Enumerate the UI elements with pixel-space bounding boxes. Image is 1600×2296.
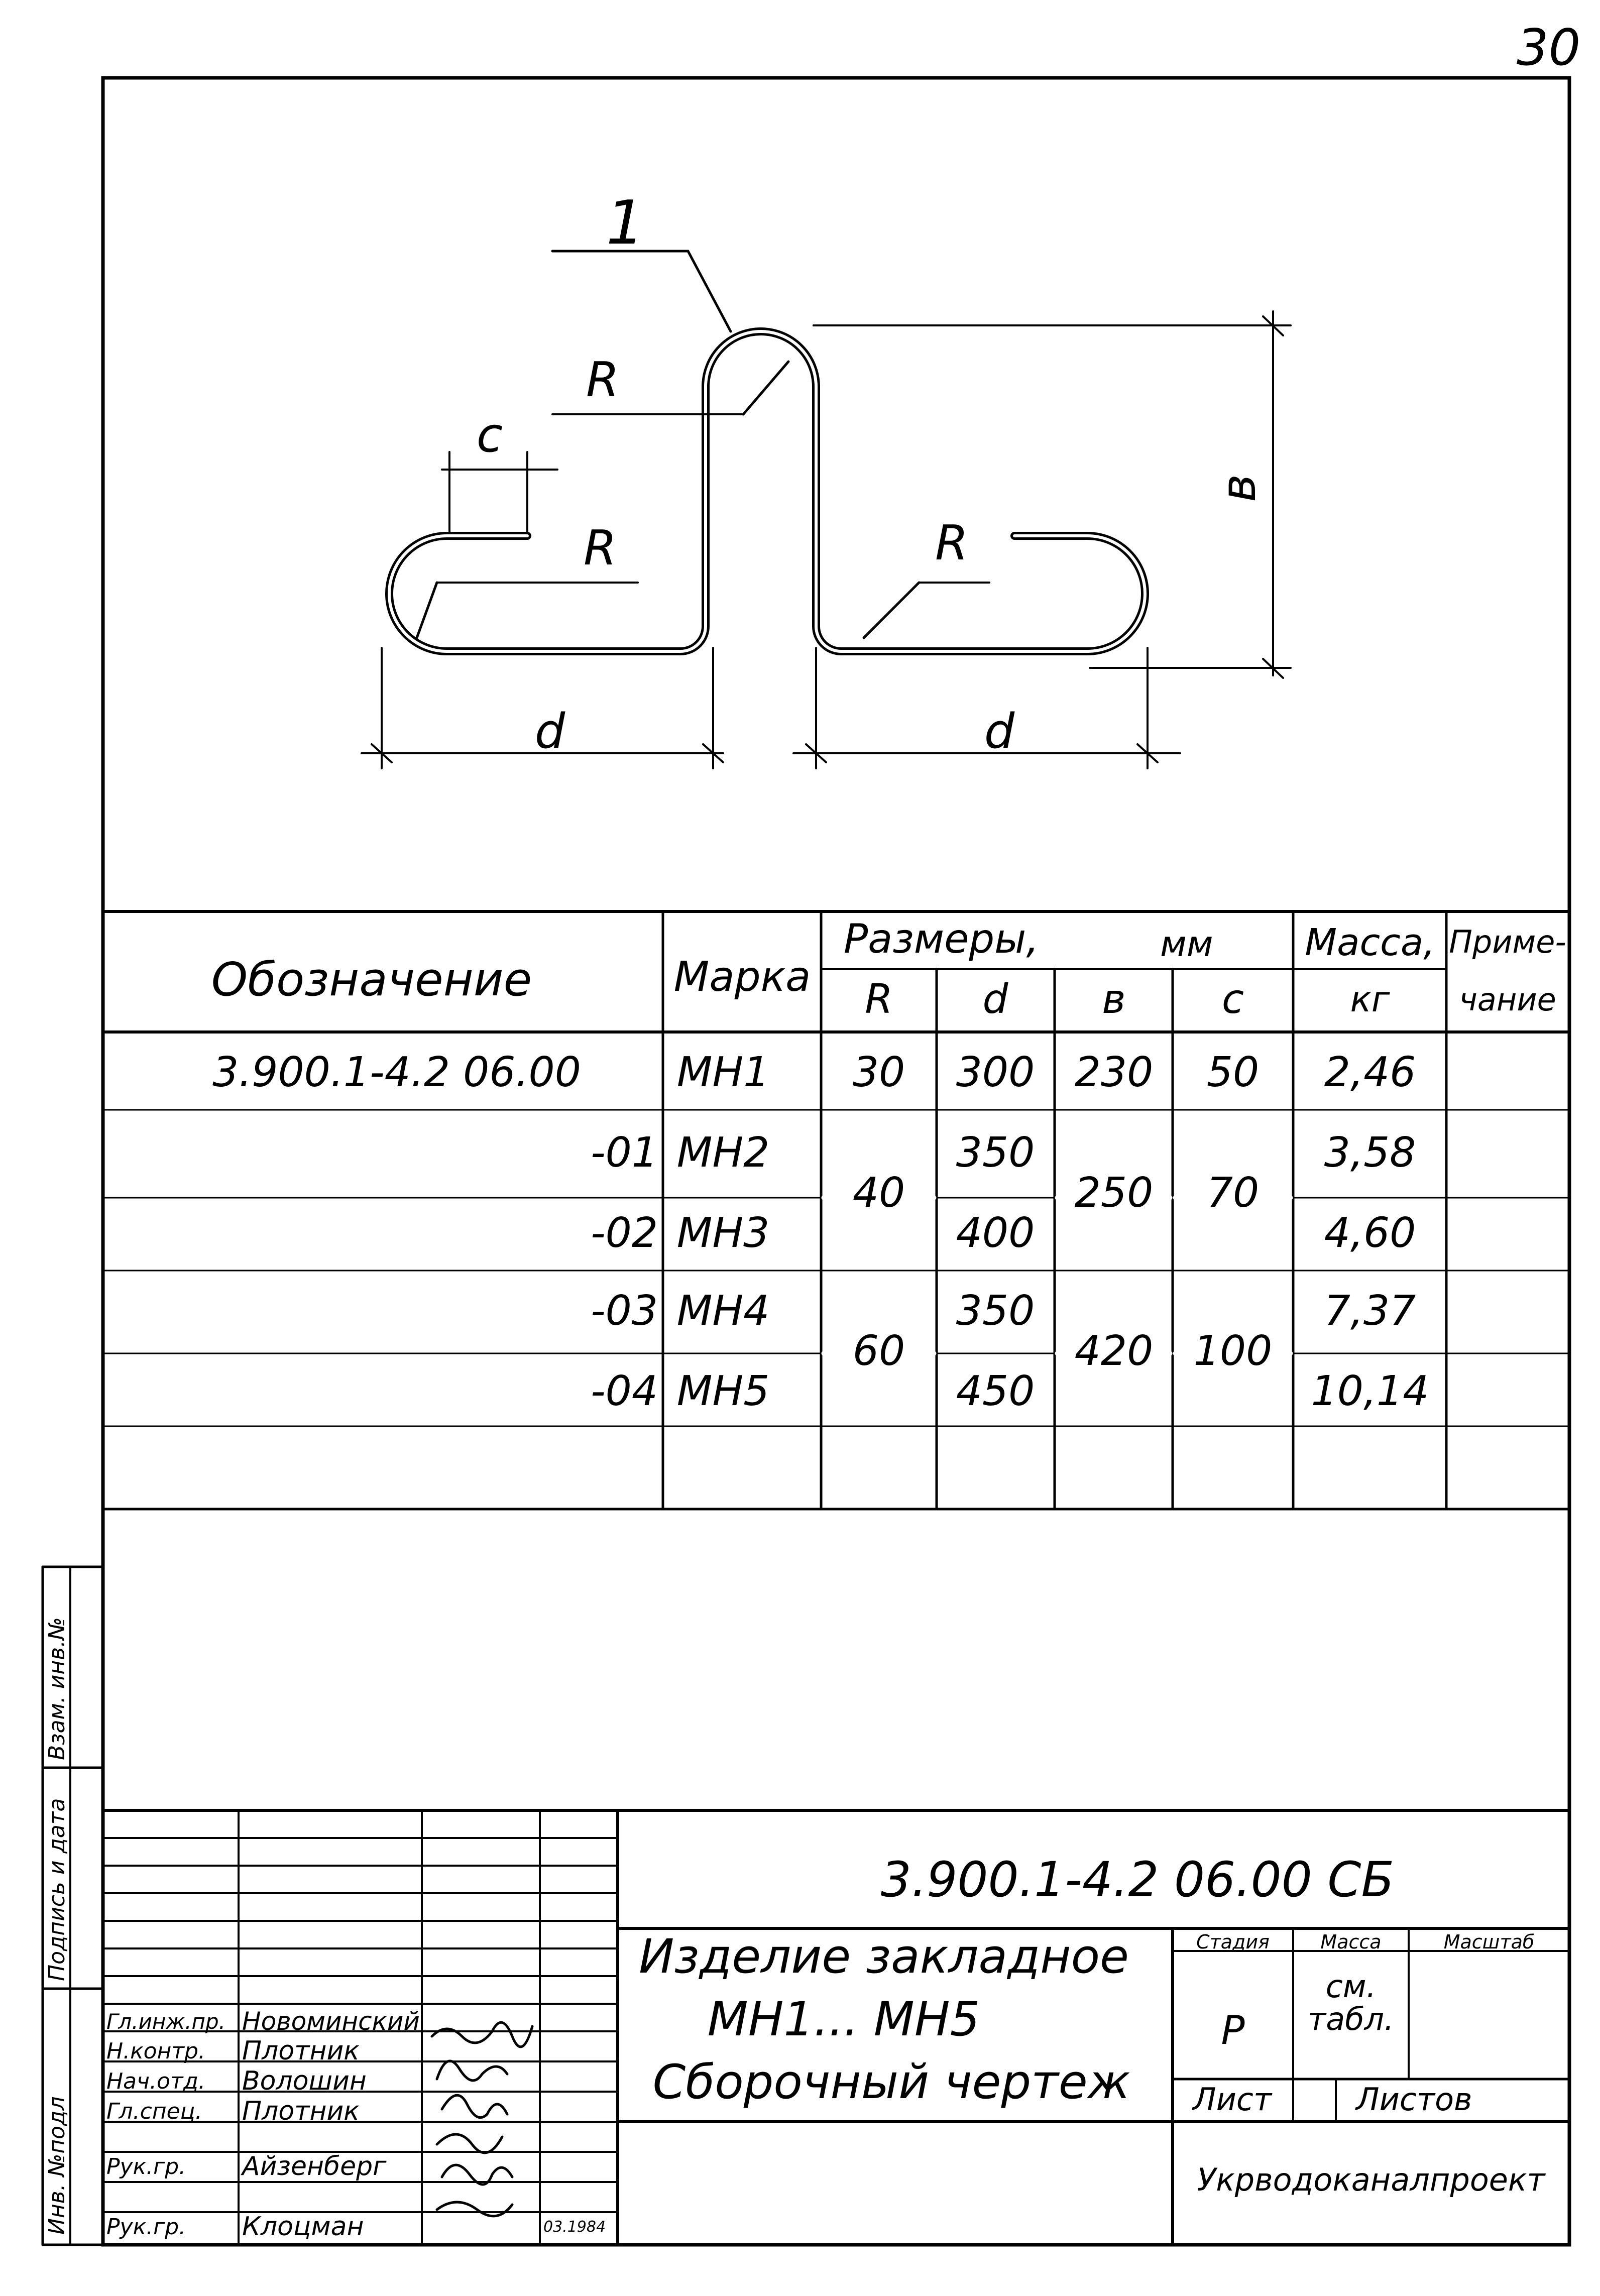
row1-d: 300 bbox=[956, 1049, 1035, 1096]
header-col-R: R bbox=[865, 976, 893, 1022]
signatory-name: Новоминский bbox=[242, 2007, 420, 2036]
signatory-name: Клоцман bbox=[242, 2212, 364, 2242]
radius-label-right: R bbox=[935, 516, 969, 571]
signatory-role: Н.контр. bbox=[106, 2038, 205, 2064]
side-stamp-inv-podl: Инв. №подл bbox=[44, 2096, 70, 2235]
signatory-name: Айзенберг bbox=[242, 2151, 387, 2182]
drawing-code: 3.900.1-4.2 06.00 СБ bbox=[880, 1852, 1395, 1908]
row5-d: 450 bbox=[956, 1367, 1035, 1415]
row1-designation: 3.900.1-4.2 06.00 bbox=[212, 1049, 581, 1096]
signatory-name: Плотник bbox=[242, 2096, 360, 2126]
merged-b-rows-4-5: 420 bbox=[1074, 1327, 1154, 1375]
merged-R-rows-2-3: 40 bbox=[852, 1169, 905, 1217]
stage-label: Стадия bbox=[1196, 1931, 1270, 1953]
row2-designation: -01 bbox=[591, 1129, 658, 1177]
row2-d: 350 bbox=[956, 1129, 1035, 1177]
signatory-name: Плотник bbox=[242, 2036, 360, 2066]
header-note-2: чание bbox=[1459, 981, 1556, 1018]
row4-mark: МН4 bbox=[676, 1287, 770, 1335]
dimension-d-right-label: d bbox=[984, 704, 1015, 759]
row1-mass: 2,46 bbox=[1324, 1049, 1416, 1096]
row4-mass: 7,37 bbox=[1324, 1287, 1416, 1335]
header-col-c: c bbox=[1222, 976, 1244, 1022]
dimension-d-left-label: d bbox=[534, 704, 565, 759]
row2-mark: МН2 bbox=[676, 1129, 770, 1177]
row1-b: 230 bbox=[1074, 1049, 1154, 1096]
radius-label-top: R bbox=[586, 353, 620, 408]
mass-value-2: табл. bbox=[1308, 2001, 1394, 2037]
header-mass-unit: кг bbox=[1350, 979, 1390, 1020]
position-leader bbox=[552, 251, 731, 331]
row5-designation: -04 bbox=[591, 1367, 658, 1415]
scale-label: Масштаб bbox=[1443, 1931, 1535, 1953]
dimension-c-label: c bbox=[476, 408, 503, 463]
row5-mark: МН5 bbox=[676, 1367, 770, 1415]
side-stamp-vzam-inv: Взам. инв.№ bbox=[44, 1617, 70, 1760]
row3-d: 400 bbox=[956, 1209, 1035, 1257]
position-label-text: 1 bbox=[606, 188, 645, 258]
row5-mass: 10,14 bbox=[1311, 1367, 1429, 1415]
row4-designation: -03 bbox=[591, 1287, 658, 1335]
header-dimensions: Размеры, bbox=[844, 915, 1039, 962]
header-col-b: в bbox=[1102, 976, 1126, 1022]
row3-mass: 4,60 bbox=[1324, 1209, 1416, 1257]
title-line-1: Изделие закладное bbox=[639, 1929, 1129, 1984]
signatory-role: Гл.инж.пр. bbox=[106, 2009, 226, 2034]
dimension-b-label: в bbox=[1211, 474, 1267, 502]
header-note-1: Приме- bbox=[1449, 924, 1566, 960]
side-stamp-podpis-data: Подпись и дата bbox=[44, 1798, 70, 1981]
mass-value-1: см. bbox=[1325, 1968, 1377, 2005]
signatory-role: Рук.гр. bbox=[106, 2154, 186, 2179]
header-mark: Марка bbox=[673, 953, 811, 1001]
row3-mark: МН3 bbox=[676, 1209, 770, 1257]
row2-mass: 3,58 bbox=[1324, 1129, 1416, 1177]
header-mass: Масса, bbox=[1305, 921, 1435, 964]
sheet-label: Лист bbox=[1193, 2081, 1272, 2118]
signatory-role: Гл.спец. bbox=[106, 2099, 202, 2124]
sheet-number: 30 bbox=[1517, 18, 1581, 77]
title-line-2: МН1... МН5 bbox=[707, 1992, 980, 2047]
header-designation: Обозначение bbox=[211, 953, 532, 1006]
date: 03.1984 bbox=[543, 2218, 606, 2236]
header-col-d: d bbox=[982, 976, 1008, 1022]
merged-R-rows-4-5: 60 bbox=[852, 1327, 905, 1375]
bent-rod-profile bbox=[389, 331, 1145, 651]
signature-scribbles bbox=[432, 2022, 532, 2216]
signatory-role: Нач.отд. bbox=[106, 2069, 205, 2094]
signatory-name: Волошин bbox=[242, 2066, 367, 2096]
row1-c: 50 bbox=[1206, 1049, 1260, 1096]
stage-value: Р bbox=[1221, 2008, 1245, 2053]
row1-mark: МН1 bbox=[676, 1049, 770, 1096]
header-units: мм bbox=[1160, 924, 1213, 965]
organization: Укрводоканалпроект bbox=[1197, 2161, 1545, 2198]
row4-d: 350 bbox=[956, 1287, 1035, 1335]
radius-label-left: R bbox=[583, 521, 617, 576]
merged-c-rows-4-5: 100 bbox=[1193, 1327, 1273, 1375]
mass-label: Масса bbox=[1320, 1931, 1382, 1953]
merged-c-rows-2-3: 70 bbox=[1206, 1169, 1260, 1217]
row1-R: 30 bbox=[852, 1049, 905, 1096]
title-line-3: Сборочный чертеж bbox=[652, 2055, 1130, 2110]
sheets-label: Листов bbox=[1356, 2081, 1472, 2118]
row3-designation: -02 bbox=[591, 1209, 658, 1257]
merged-b-rows-2-3: 250 bbox=[1074, 1169, 1154, 1217]
signatory-role: Рук.гр. bbox=[106, 2214, 186, 2240]
